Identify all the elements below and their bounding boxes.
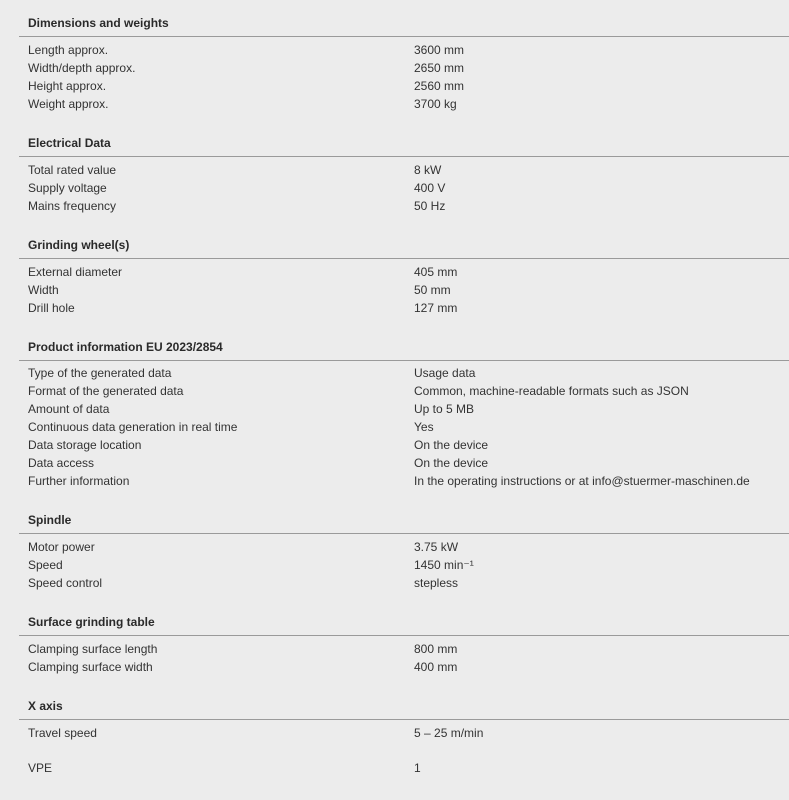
spec-value: 50 Hz: [414, 199, 446, 213]
spec-row: [0, 364, 789, 382]
spec-row: [0, 538, 789, 556]
spec-row: [0, 418, 789, 436]
spec-label: Length approx.: [28, 43, 109, 57]
section-title: Surface grinding table: [28, 615, 155, 629]
divider: [19, 360, 789, 361]
spec-label: Amount of data: [28, 402, 110, 416]
spec-value: 400 V: [414, 181, 446, 195]
spec-label: Height approx.: [28, 79, 107, 93]
spec-value: 2650 mm: [414, 61, 465, 75]
spec-row: [0, 197, 789, 215]
spec-row: [0, 436, 789, 454]
spec-row: [0, 472, 789, 490]
spec-value: Common, machine-readable formats such as JSON: [414, 384, 689, 398]
spec-value: 127 mm: [414, 301, 458, 315]
spec-value: 1450 min⁻¹: [414, 558, 474, 572]
spec-label: Width/depth approx.: [28, 61, 136, 75]
divider: [19, 635, 789, 636]
spec-label: Continuous data generation in real time: [28, 420, 238, 434]
spec-value: stepless: [414, 576, 459, 590]
spec-label: Speed: [28, 558, 63, 572]
spec-label: Type of the generated data: [28, 366, 172, 380]
spec-row: [0, 161, 789, 179]
spec-value: 405 mm: [414, 265, 458, 279]
spec-row: [0, 41, 789, 59]
spec-label: Weight approx.: [28, 97, 109, 111]
spec-label: Total rated value: [28, 163, 117, 177]
spec-label: Further information: [28, 474, 130, 488]
divider: [19, 156, 789, 157]
spec-row: [0, 400, 789, 418]
spec-row: [0, 59, 789, 77]
section-title: Electrical Data: [28, 136, 111, 150]
spec-label: Format of the generated data: [28, 384, 184, 398]
spec-label: Data access: [28, 456, 95, 470]
spec-label: Clamping surface length: [28, 642, 158, 656]
divider: [19, 533, 789, 534]
divider: [19, 719, 789, 720]
spec-value: 800 mm: [414, 642, 458, 656]
spec-label: Drill hole: [28, 301, 75, 315]
spec-value: In the operating instructions or at info@stuermer-maschinen.de: [414, 474, 750, 488]
section-title: Dimensions and weights: [28, 16, 169, 30]
divider: [19, 36, 789, 37]
vpe-label: VPE: [28, 761, 53, 775]
spec-value: 8 kW: [414, 163, 442, 177]
spec-value: On the device: [414, 456, 489, 470]
spec-label: External diameter: [28, 265, 123, 279]
spec-row: [0, 281, 789, 299]
spec-row: [0, 640, 789, 658]
spec-value: 50 mm: [414, 283, 451, 297]
spec-value: On the device: [414, 438, 489, 452]
spec-label: Data storage location: [28, 438, 142, 452]
spec-row: [0, 382, 789, 400]
spec-value: 3700 kg: [414, 97, 457, 111]
spec-row: [0, 263, 789, 281]
spec-value: Up to 5 MB: [414, 402, 475, 416]
section-title: Product information EU 2023/2854: [28, 340, 223, 354]
spec-label: Width: [28, 283, 59, 297]
spec-row: [0, 658, 789, 676]
spec-row: [0, 574, 789, 592]
vpe-row: [0, 759, 789, 777]
spec-label: Speed control: [28, 576, 103, 590]
spec-row: [0, 724, 789, 742]
spec-label: Mains frequency: [28, 199, 117, 213]
spec-row: [0, 299, 789, 317]
section-title: Spindle: [28, 513, 72, 527]
spec-value: Yes: [414, 420, 434, 434]
vpe-value: 1: [414, 761, 421, 775]
spec-row: [0, 179, 789, 197]
spec-label: Travel speed: [28, 726, 97, 740]
section-title: Grinding wheel(s): [28, 238, 130, 252]
spec-label: Supply voltage: [28, 181, 107, 195]
spec-value: 5 – 25 m/min: [414, 726, 484, 740]
spec-value: 400 mm: [414, 660, 458, 674]
spec-value: 3600 mm: [414, 43, 465, 57]
spec-row: [0, 77, 789, 95]
divider: [19, 258, 789, 259]
spec-label: Clamping surface width: [28, 660, 153, 674]
spec-value: 2560 mm: [414, 79, 465, 93]
spec-row: [0, 454, 789, 472]
spec-value: 3.75 kW: [414, 540, 459, 554]
spec-value: Usage data: [414, 366, 476, 380]
spec-label: Motor power: [28, 540, 95, 554]
spec-row: [0, 95, 789, 113]
section-title: X axis: [28, 699, 63, 713]
spec-row: [0, 556, 789, 574]
